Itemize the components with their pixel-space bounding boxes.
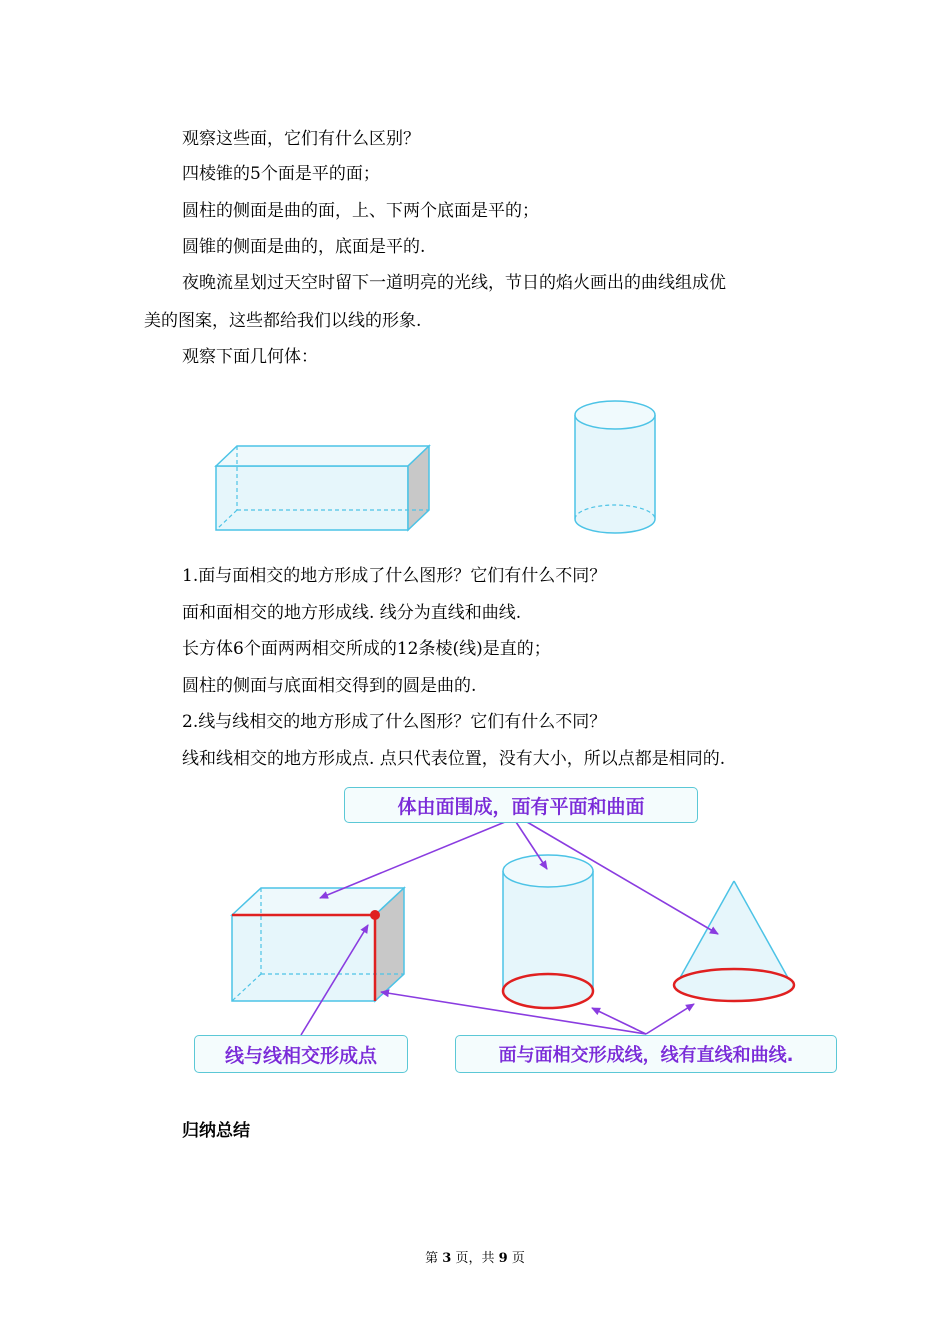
label-points: 线与线相交形成点: [194, 1035, 408, 1073]
footer-middle: 页，共: [455, 1251, 495, 1266]
footer-suffix: 页: [511, 1251, 525, 1266]
cuboid-figure: [216, 446, 429, 530]
text-line-4: 圆锥的侧面是曲的，底面是平的.: [182, 237, 426, 257]
answer-1: 面和面相交的地方形成线. 线分为直线和曲线.: [182, 603, 522, 623]
label-faces: 体由面围成，面有平面和曲面: [344, 787, 698, 823]
answer-1b: 长方体6个面两两相交所成的12条棱(线)是直的；: [182, 639, 551, 659]
cylinder-diagram: [503, 855, 593, 1008]
cuboid-diagram: [232, 888, 404, 1001]
text-line-3: 圆柱的侧面是曲的面，上、下两个底面是平的；: [182, 201, 539, 221]
footer-page-number: 3: [442, 1251, 452, 1266]
answer-1c: 圆柱的侧面与底面相交得到的圆是曲的.: [182, 676, 477, 696]
answer-2: 线和线相交的地方形成点. 点只代表位置，没有大小，所以点都是相同的.: [182, 749, 726, 769]
footer-prefix: 第: [425, 1251, 439, 1266]
text-line-5b: 美的图案，这些都给我们以线的形象.: [144, 311, 422, 331]
vertex-point: [370, 910, 380, 920]
text-line-6: 观察下面几何体：: [182, 347, 318, 367]
cylinder-figure: [575, 401, 655, 533]
text-line-1: 观察这些面，它们有什么区别？: [182, 129, 420, 149]
cone-diagram: [674, 881, 794, 1001]
page-footer: [0, 1247, 950, 1266]
footer-total-pages: 9: [498, 1251, 508, 1266]
question-2: 2.线与线相交的地方形成了什么图形？它们有什么不同？: [182, 712, 607, 732]
question-1: 1.面与面相交的地方形成了什么图形？它们有什么不同？: [182, 566, 607, 586]
text-line-2: 四棱锥的5个面是平的面；: [182, 164, 380, 184]
text-line-5a: 夜晚流星划过天空时留下一道明亮的光线，节日的焰火画出的曲线组成优: [182, 273, 726, 293]
summary-heading: 归纳总结: [182, 1121, 250, 1141]
label-lines: 面与面相交形成线，线有直线和曲线.: [455, 1035, 837, 1073]
